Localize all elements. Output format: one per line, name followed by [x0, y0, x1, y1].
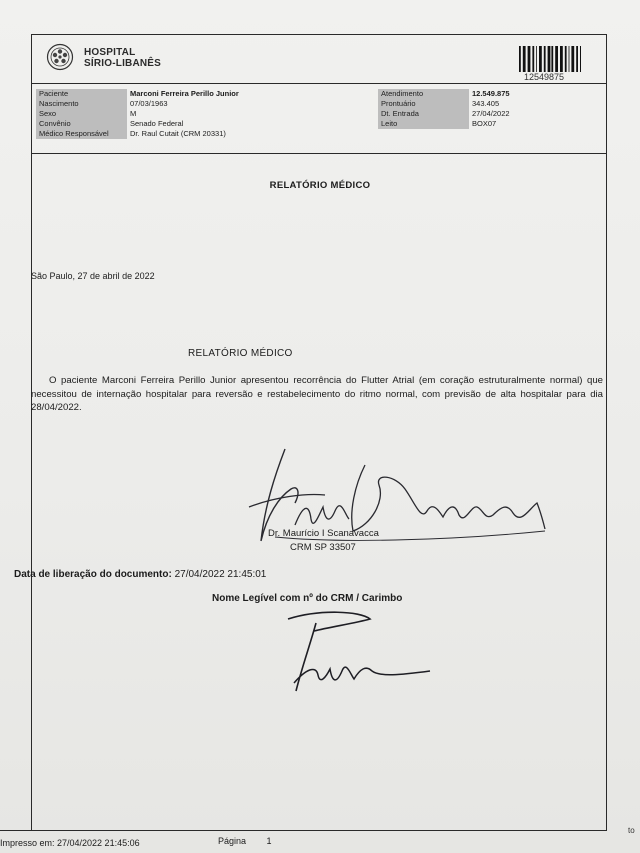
footer-divider	[0, 830, 607, 831]
report-title-mid: RELATÓRIO MÉDICO	[188, 348, 293, 359]
entry-date: 27/04/2022	[472, 109, 510, 118]
stamp-label: Nome Legível com nº do CRM / Carimbo	[212, 593, 403, 604]
hospital-name-line1: HOSPITAL	[84, 47, 136, 58]
info-divider	[31, 153, 607, 154]
barcode-bar	[519, 46, 521, 72]
barcode-number: 12549875	[524, 72, 565, 82]
info-row-doctor	[36, 129, 366, 139]
barcode-bar	[551, 46, 553, 72]
page-indicator	[218, 836, 272, 846]
insurance-value: Senado Federal	[130, 119, 184, 128]
info-row-entry-date	[378, 109, 578, 119]
info-label: Sexo	[36, 109, 127, 119]
report-date: São Paulo, 27 de abril de 2022	[31, 271, 155, 281]
info-label: Paciente	[36, 89, 127, 99]
patient-info-right	[378, 89, 578, 129]
barcode-bar	[528, 46, 531, 72]
doctor-crm: CRM SP 33507	[290, 542, 356, 553]
hospital-name-line2: SÍRIO-LIBANÊS	[84, 58, 162, 69]
info-row-sex	[36, 109, 366, 119]
attendance-number: 12.549.875	[472, 89, 510, 98]
bed-value: BOX07	[472, 119, 497, 128]
corner-text: to	[628, 826, 635, 835]
print-timestamp: Impresso em: 27/04/2022 21:45:06	[0, 838, 140, 848]
birth-date: 07/03/1963	[130, 99, 168, 108]
release-label: Data de liberação do documento:	[14, 569, 172, 580]
info-row-insurance	[36, 119, 366, 129]
doctor-name: Dr. Maurício I Scanavacca	[268, 528, 379, 539]
report-body: O paciente Marconi Ferreira Perillo Junior apresentou recorrência do Flutter Atrial (em coração estruturalmente normal) que necessitou de internação hospitalar para reversão e restabelecimento do ritmo normal, com previsão de alta hospitalar para dia 28/04/2022.	[31, 375, 603, 413]
header-divider	[31, 83, 607, 84]
page-number: 1	[266, 836, 272, 846]
page-label: Página	[218, 836, 247, 846]
barcode-bar	[571, 46, 574, 72]
responsible-doctor: Dr. Raul Cutait (CRM 20331)	[130, 129, 226, 138]
barcode-bar	[555, 46, 558, 72]
patient-info-left	[36, 89, 366, 139]
barcode-bar	[536, 46, 537, 72]
info-row-record	[378, 99, 578, 109]
report-title-top: RELATÓRIO MÉDICO	[269, 180, 371, 191]
release-date-line	[14, 569, 266, 580]
info-label: Dt. Entrada	[378, 109, 469, 119]
info-label: Nascimento	[36, 99, 127, 109]
barcode-bar	[523, 46, 526, 72]
barcode-bar	[576, 46, 578, 72]
barcode	[518, 46, 582, 72]
info-row-attendance	[378, 89, 578, 99]
barcode-bar	[580, 46, 581, 72]
info-label: Prontuário	[378, 99, 469, 109]
barcode-bar	[560, 46, 563, 72]
info-label: Convênio	[36, 119, 127, 129]
info-label: Atendimento	[378, 89, 469, 99]
barcode-bar	[532, 46, 534, 72]
record-number: 343.405	[472, 99, 500, 108]
info-row-bed	[378, 119, 578, 129]
barcode-bar	[569, 46, 570, 72]
barcode-bar	[539, 46, 542, 72]
barcode-bar	[565, 46, 567, 72]
hospital-logo	[42, 41, 192, 75]
barcode-bar	[548, 46, 551, 72]
patient-name: Marconi Ferreira Perillo Junior	[130, 89, 239, 98]
release-value: 27/04/2022 21:45:01	[174, 569, 267, 580]
info-label: Leito	[378, 119, 469, 129]
second-signature	[260, 605, 435, 700]
hospital-name	[84, 47, 161, 69]
sex-value: M	[130, 109, 137, 118]
barcode-bar	[544, 46, 546, 72]
info-row-patient	[36, 89, 366, 99]
info-row-birth	[36, 99, 366, 109]
hospital-emblem-icon	[46, 43, 74, 71]
info-label: Médico Responsável	[36, 129, 127, 139]
